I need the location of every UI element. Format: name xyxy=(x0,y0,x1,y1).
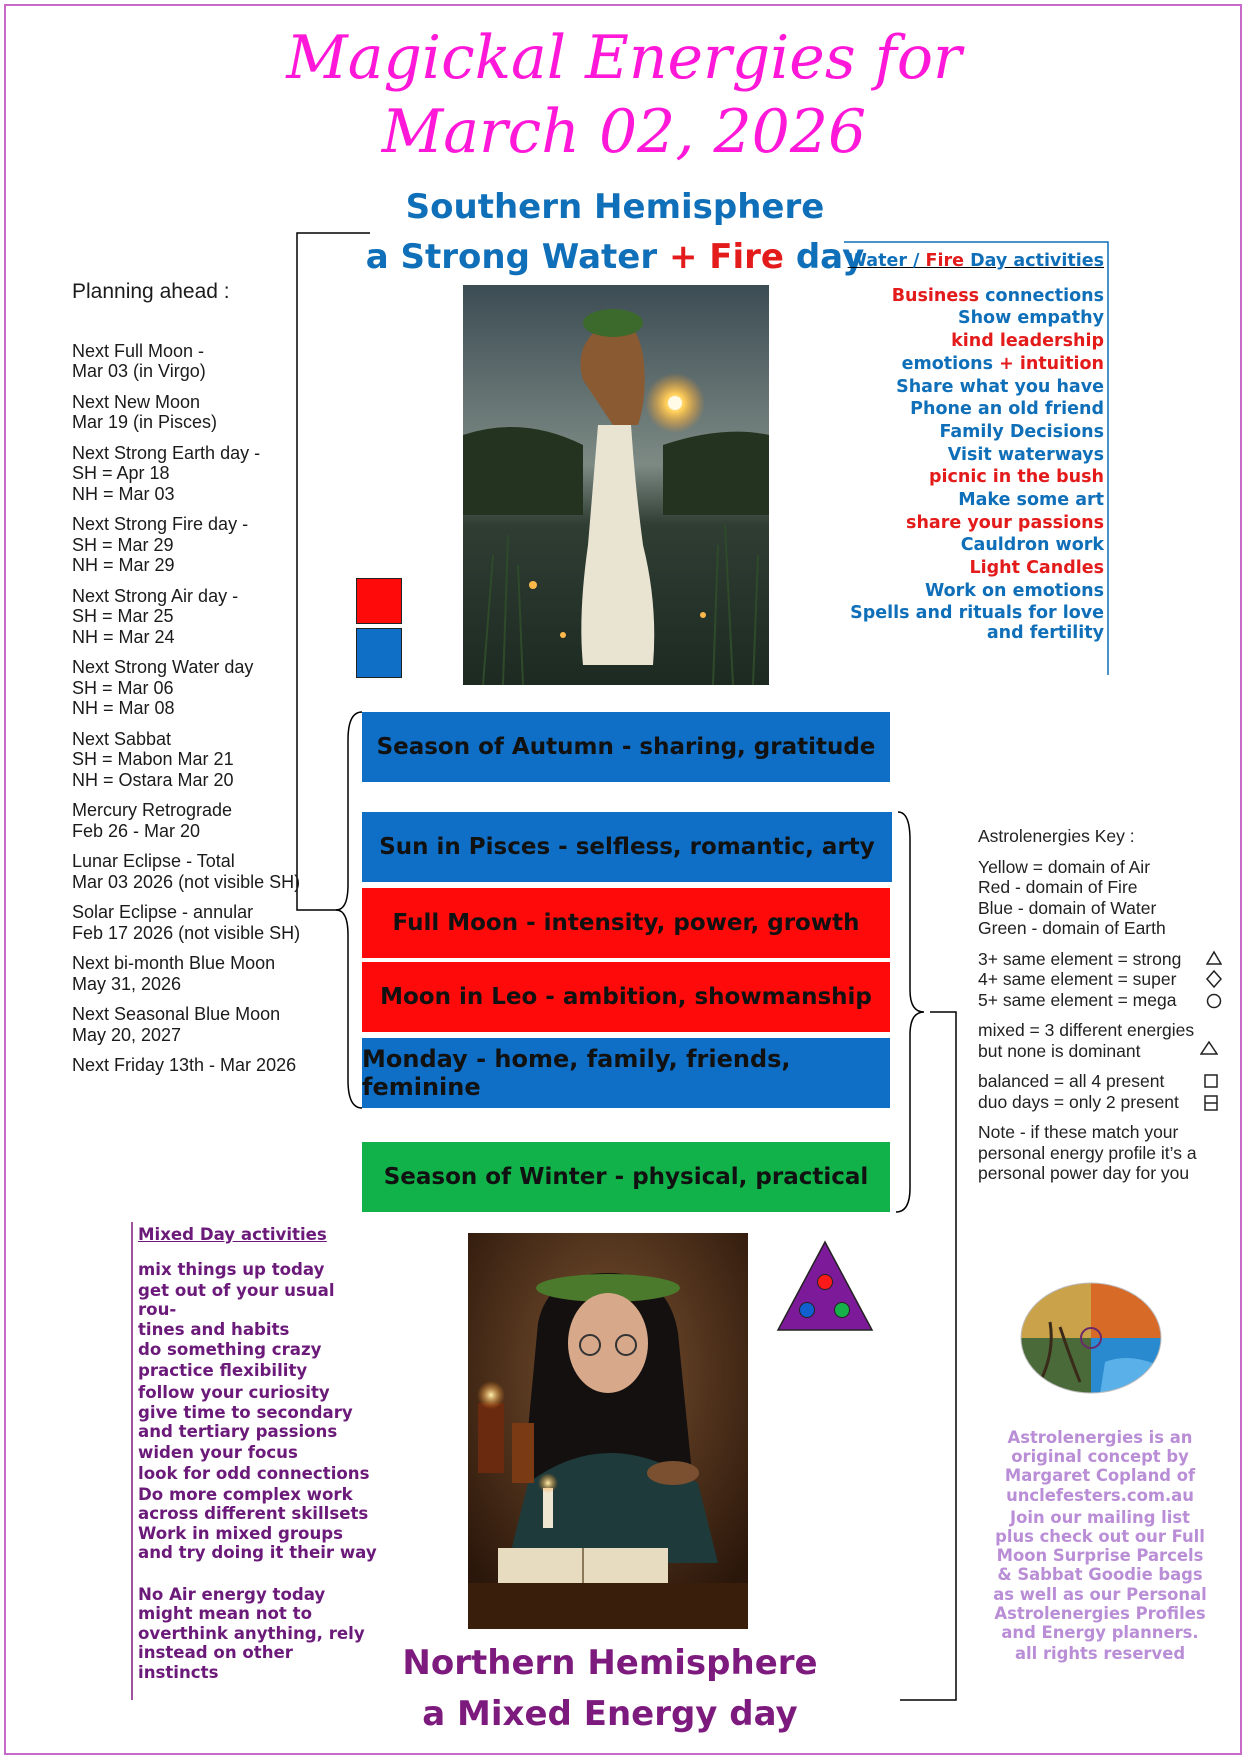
northern-day-type: a Mixed Energy day xyxy=(422,1694,798,1734)
planning-item: Lunar Eclipse - Total Mar 03 2026 (not visible SH) xyxy=(72,851,301,892)
key-note-text: personal power day for you xyxy=(978,1163,1190,1183)
activity-text: Business xyxy=(891,285,980,306)
promo-concept: Astrolenergies is an original concept by Margaret Copland of unclefesters.com.au xyxy=(1004,1428,1196,1505)
square-icon xyxy=(1203,1073,1219,1094)
key-domain: Green - domain of Earth xyxy=(978,918,1166,938)
key-note-text: Note - if these match your xyxy=(978,1122,1179,1142)
page-title-line-1: Magickal Energies for xyxy=(286,23,962,93)
planning-item: Next Strong Earth day - SH = Apr 18 NH = Mar 03 xyxy=(72,442,261,504)
activity-item: Family Decisions xyxy=(939,421,1104,442)
mixed-heading: Mixed Day activities xyxy=(138,1225,327,1244)
key-balanced xyxy=(978,1071,1228,1112)
nh-bracket xyxy=(900,1012,956,1700)
key-note xyxy=(978,1122,1228,1184)
activity-item: Visit waterways xyxy=(947,444,1104,465)
mixed-note: No Air energy today might mean not to overthink anything, rely instead on other instincts xyxy=(138,1584,365,1682)
bar-season-autumn: Season of Autumn - sharing, gratitude xyxy=(362,712,890,782)
key-domain: Red - domain of Fire xyxy=(978,877,1138,897)
water-fire-activities xyxy=(840,250,1104,643)
bar-moon-sign: Moon in Leo - ambition, showmanship xyxy=(362,962,890,1032)
activity-item: Cauldron work xyxy=(960,535,1104,556)
activity-item: Show empathy xyxy=(957,308,1104,329)
planning-ahead xyxy=(72,282,322,1086)
key-mixed-text: but none is dominant xyxy=(978,1040,1141,1061)
page-title-line-2: March 02, 2026 xyxy=(381,97,867,167)
mixed-item: mix things up today xyxy=(138,1260,325,1280)
southern-day-prefix: a Strong Water xyxy=(365,237,658,277)
water-maiden-image xyxy=(463,285,769,685)
bar-moon-phase: Full Moon - intensity, power, growth xyxy=(362,888,890,958)
bar-season-winter: Season of Winter - physical, practical xyxy=(362,1142,890,1212)
planning-item: Next New Moon Mar 19 (in Pisces) xyxy=(72,391,218,432)
mixed-item: practice flexibility xyxy=(138,1361,308,1381)
activity-item: kind leadership xyxy=(951,331,1104,352)
key-level-text: 5+ same element = mega xyxy=(978,989,1177,1010)
key-duo-text: duo days = only 2 present xyxy=(978,1091,1179,1112)
triangle-icon xyxy=(1206,950,1222,971)
mixed-energy-triangle-icon xyxy=(775,1238,875,1340)
witch-image xyxy=(468,1233,748,1629)
circle-icon xyxy=(1206,991,1222,1014)
activity-text: + intuition xyxy=(993,353,1104,374)
southern-day-suffix: day xyxy=(795,237,865,277)
promo-mailing: Join our mailing list plus check out our Full Moon Surprise Parcels & Sabbat Goodie bags as well as our Personal Astrolenergies Profiles and Energy planners. xyxy=(993,1507,1207,1643)
mixed-item: widen your focus xyxy=(138,1442,298,1462)
astrolenergies-logo xyxy=(1020,1282,1162,1398)
mixed-item: get out of your usual rou- tines and habits xyxy=(138,1280,335,1339)
fire-word: Fire xyxy=(709,237,784,277)
water-fire-heading xyxy=(840,250,1104,273)
activity-item: and fertility xyxy=(986,622,1104,643)
astrolenergies-key xyxy=(978,826,1228,1184)
mixed-item: look for odd connections xyxy=(138,1464,370,1484)
heading-rest: Day activities xyxy=(964,251,1104,271)
planning-item: Next Seasonal Blue Moon May 20, 2027 xyxy=(72,1004,281,1045)
split-square-icon xyxy=(1203,1094,1219,1117)
planning-item: Mercury Retrograde Feb 26 - Mar 20 xyxy=(72,800,233,841)
planning-item: Next Friday 13th - Mar 2026 xyxy=(72,1055,297,1075)
activity-text: emotions xyxy=(901,353,994,374)
key-level-text: 4+ same element = super xyxy=(978,969,1177,989)
promo-rights: all rights reserved xyxy=(1014,1644,1186,1664)
activity-item: Light Candles xyxy=(969,558,1104,579)
mixed-item: Do more complex work across different skillsets xyxy=(138,1484,369,1524)
triangle-outline-icon xyxy=(1200,1040,1218,1061)
key-level-text: 3+ same element = strong xyxy=(978,948,1182,969)
key-level xyxy=(978,969,1228,990)
planning-item: Next bi-month Blue Moon May 31, 2026 xyxy=(72,953,276,994)
activity-item: Spells and rituals for love xyxy=(850,602,1104,623)
activity-item: Phone an old friend xyxy=(910,399,1104,420)
bar-sun-sign: Sun in Pisces - selfless, romantic, arty xyxy=(362,812,892,882)
promo-text xyxy=(990,1428,1210,1663)
key-note-text: personal energy profile it’s a xyxy=(978,1142,1197,1163)
activity-item: picnic in the bush xyxy=(928,467,1104,488)
planning-item: Solar Eclipse - annular Feb 17 2026 (not visible SH) xyxy=(72,902,301,943)
heading-fire: Fire xyxy=(925,251,964,271)
mixed-item: follow your curiosity xyxy=(138,1382,330,1402)
key-domain: Yellow = domain of Air xyxy=(978,856,1151,877)
activity-item: Work on emotions xyxy=(924,580,1104,601)
key-level xyxy=(978,990,1228,1011)
fire-swatch xyxy=(356,578,402,624)
mixed-item: do something crazy xyxy=(138,1340,322,1360)
southern-hemisphere-heading: Southern Hemisphere xyxy=(405,187,825,227)
activity-text: connections xyxy=(979,285,1104,306)
planning-item: Next Strong Fire day - SH = Mar 29 NH = Mar 29 xyxy=(72,514,249,575)
planning-item: Next Sabbat SH = Mabon Mar 21 NH = Ostara Mar 20 xyxy=(72,728,234,790)
bar-weekday: Monday - home, family, friends, feminine xyxy=(362,1038,890,1108)
activity-item: Make some art xyxy=(958,490,1104,511)
water-swatch xyxy=(356,628,402,678)
key-domain: Blue - domain of Water xyxy=(978,897,1157,918)
mixed-item: give time to secondary and tertiary passions xyxy=(138,1402,353,1442)
planning-item: Next Strong Water day SH = Mar 06 NH = Mar 08 xyxy=(72,657,254,718)
heading-water: Water xyxy=(847,251,907,271)
key-level xyxy=(978,949,1228,970)
bars-right-brace xyxy=(896,812,924,1212)
key-balanced-text: balanced = all 4 present xyxy=(978,1071,1165,1091)
planning-item: Next Strong Air day - SH = Mar 25 NH = Mar 24 xyxy=(72,585,239,647)
heading-sep: / xyxy=(906,251,926,271)
mixed-item: Work in mixed groups and try doing it their way xyxy=(138,1523,377,1563)
bars-left-brace xyxy=(336,712,362,1108)
key-mixed xyxy=(978,1020,1228,1061)
plus-sign: + xyxy=(668,237,698,277)
planning-item: Next Full Moon - Mar 03 (in Virgo) xyxy=(72,340,206,381)
planning-heading: Planning ahead : xyxy=(72,280,230,303)
activity-item: share your passions xyxy=(906,512,1104,533)
activity-item xyxy=(840,285,1104,308)
key-mixed-text: mixed = 3 different energies xyxy=(978,1020,1195,1040)
mixed-day-activities xyxy=(138,1224,378,1682)
activity-item: Share what you have xyxy=(896,376,1104,397)
activity-item xyxy=(840,353,1104,376)
key-heading: Astrolenergies Key : xyxy=(978,826,1135,846)
northern-hemisphere-heading: Northern Hemisphere xyxy=(402,1643,818,1683)
